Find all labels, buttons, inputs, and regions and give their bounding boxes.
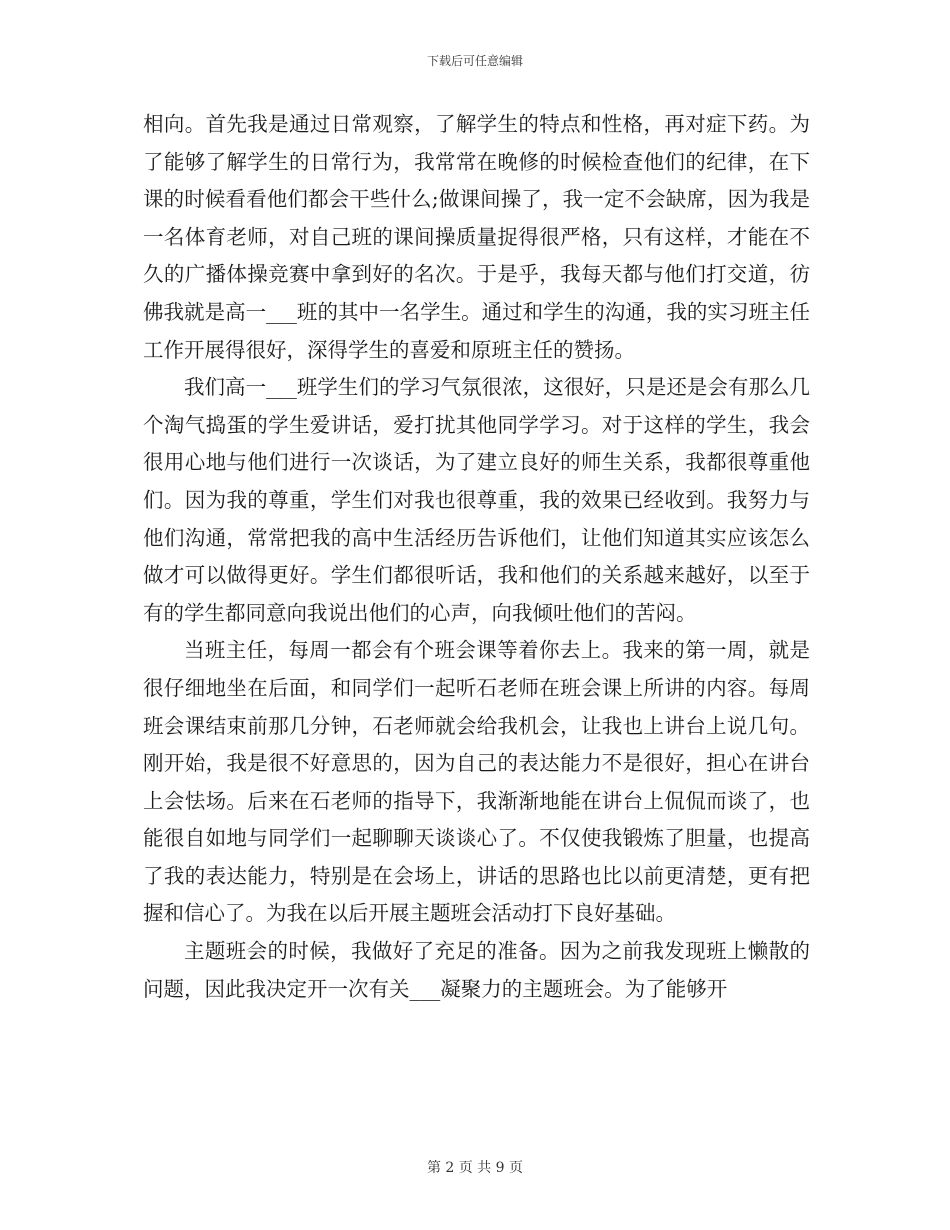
paragraph-3: 当班主任，每周一都会有个班会课等着你去上。我来的第一周，就是很仔细地坐在后面，和同学们一起听石老师在班会课上所讲的内容。每周班会课结束前那几分钟，石老师就会给我机会，让我也上讲台上说几句。刚开始，我是很不好意思的，因为自己的表达能力不是很好，担心在讲台上会怯场。后来在石老师的指导下，我渐渐地能在讲台上侃侃而谈了，也能很自如地与同学们一起聊聊天谈谈心了。不仅使我锻炼了胆量，也提高了我的表达能力，特别是在会场上，讲话的思路也比以前更清楚，更有把握和信心了。为我在以后开展主题班会活动打下良好基础。: [143, 638, 810, 926]
page-footer: 第 2 页 共 9 页: [426, 1160, 524, 1176]
paragraph-1: 相向。首先我是通过日常观察，了解学生的特点和性格，再对症下药。为了能够了解学生的日常行为，我常常在晚修的时候检查他们的纪律，在下课的时候看看他们都会干些什么;做课间操了，我一定不会缺席，因为我是一名体育老师，对自己班的课间操质量捉得很严格，只有这样，才能在不久的广播体操竞赛中拿到好的名次。于是乎，我每天都与他们打交道，彷佛我就是高一___班的其中一名学生。通过和学生的沟通，我的实习班主任工作开展得很好，深得学生的喜爱和原班主任的赞扬。: [143, 112, 810, 362]
paragraph-4: 主题班会的时候，我做好了充足的准备。因为之前我发现班上懒散的问题，因此我决定开一次有关___凝聚力的主题班会。为了能够开: [143, 939, 810, 1001]
page-header: 下载后可任意编辑: [426, 54, 523, 68]
document-body: [143, 106, 810, 1008]
paragraph-2: 我们高一___班学生们的学习气氛很浓，这很好，只是还是会有那么几个淘气捣蛋的学生爱讲话，爱打扰其他同学学习。对于这样的学生，我会很用心地与他们进行一次谈话，为了建立良好的师生关系，我都很尊重他们。因为我的尊重，学生们对我也很尊重，我的效果已经收到。我努力与他们沟通，常常把我的高中生活经历告诉他们，让他们知道其实应该怎么做才可以做得更好。学生们都很听话，我和他们的关系越来越好，以至于有的学生都同意向我说出他们的心声，向我倾吐他们的苦闷。: [143, 375, 810, 625]
